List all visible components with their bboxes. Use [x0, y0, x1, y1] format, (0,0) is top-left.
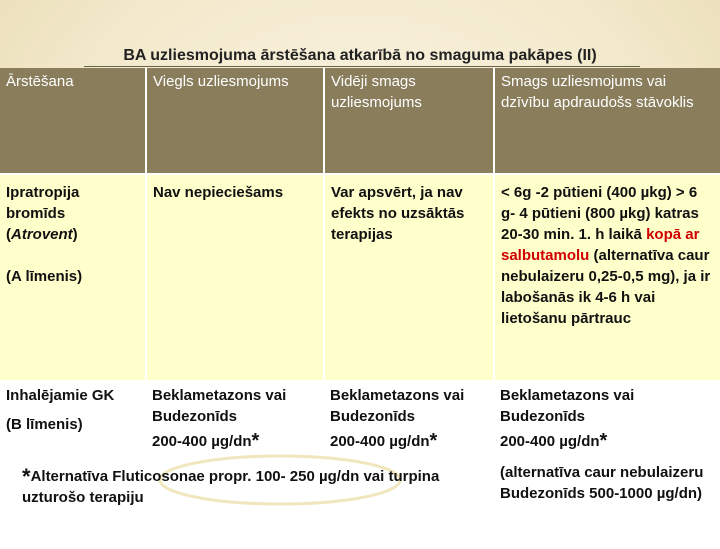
evidence-level: (A līmenis) [6, 268, 83, 285]
footnote-marker: * [22, 464, 31, 489]
footnote-text: Alternatīva Fluticosonae propr. 100- 250 µg/dn vai turpina uzturošo terapiju [22, 468, 440, 506]
table-row [0, 174, 720, 381]
drug-brand: Atrovent [11, 226, 73, 243]
dose-text: 200-400 µg/dn [330, 433, 430, 450]
footnote [22, 466, 462, 508]
cell-moderate-gk: Beklametazons vai Budezonīds 200-400 µg/dn* [324, 381, 494, 548]
table-header-row [0, 68, 720, 174]
header-mild: Viegls uzliesmojums [146, 68, 324, 174]
dose-text: 200-400 µg/dn [500, 433, 600, 450]
dose-text: 200-400 µg/dn [152, 433, 252, 450]
cell-inhaled-gk: Inhalējamie GK (B līmenis) [0, 381, 146, 548]
alternative-text: (alternatīva caur nebulaizeru Budezonīds 500-1000 µg/dn) [500, 464, 704, 502]
header-moderate: Vidēji smags uzliesmojums [324, 68, 494, 174]
header-treatment: Ārstēšana [0, 68, 146, 174]
page-title: BA uzliesmojuma ārstēšana atkarībā no smaguma pakāpes (II) [123, 47, 597, 64]
highlight-text: kopā ar salbutamolu [501, 226, 700, 264]
cell-mild-gk: Beklametazons vai Budezonīds 200-400 µg/dn* [146, 381, 324, 548]
cell-ipratropium: Ipratropija bromīds (Atrovent) (A līmenis) [0, 174, 146, 381]
footnote-marker: * [251, 430, 260, 452]
cell-severe-gk: Beklametazons vai Budezonīds 200-400 µg/dn* (alternatīva caur nebulaizeru Budezonīds 500-1000 µg/dn) [494, 381, 720, 548]
cell-moderate: Var apsvērt, ja nav efekts no uzsāktās terapijas [324, 174, 494, 381]
cell-mild: Nav nepieciešams [146, 174, 324, 381]
footnote-marker: * [599, 430, 608, 452]
header-severe: Smags uzliesmojums vai dzīvību apdraudošs stāvoklis [494, 68, 720, 174]
evidence-level: (B līmenis) [6, 416, 83, 433]
title-divider [84, 66, 640, 67]
cell-severe: < 6g -2 pūtieni (400 µkg) > 6 g- 4 pūtieni (800 µkg) katras 20-30 min. 1. h laikā kopā ar salbutamolu (alternatīva caur nebulaizeru 0,25-0,5 mg), ja ir labošanās ik 4-6 h vai lietošanu pārtrauc [494, 174, 720, 381]
footnote-marker: * [429, 430, 438, 452]
